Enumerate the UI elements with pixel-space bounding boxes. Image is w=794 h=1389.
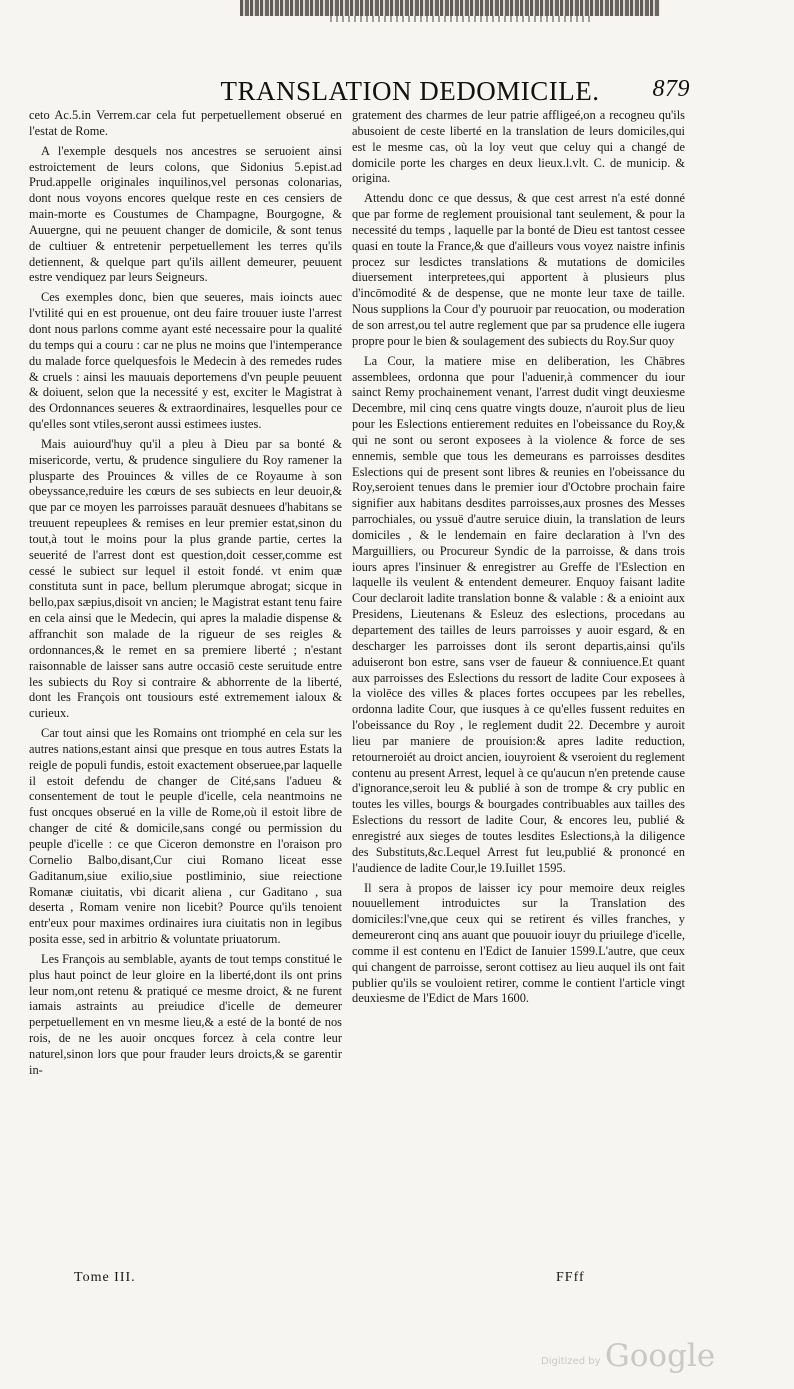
- paragraph: Il sera à propos de laisser icy pour memoire deux reigles nouuellement introduictes sur la Translation des domiciles:l'vne,que ceux qui se retirent és villes franches, y demeureront cinq ans auant que pouuoir iouyr du priuilege d'icelle, comme il est contenu en l'Edict de Ianuier 1599.L'autre, que ceux qui changent de parroisse, seront cottisez au lieu auquel ils ont fait publier qu'ils se vouloient retirer, comme le contient l'article vingt deuxiesme de l'Edict de Mars 1600.: [352, 880, 685, 1006]
- paragraph: Les François au semblable, ayants de tout temps constitué le plus haut poinct de leur gloire en la liberté,dont ils ont prins leur nom,ont retenu & pratiqué ce mesme droict, & ne furent iamais astraints au preiudice d'icelle de demeurer perpetuellement en vn mesme lieu,& a esté de la bonté de nos rois, de ne les auoir oncques forcez à cela contre leur naturel,sinon lors que pour frauder leurs droicts,& se garentir in-: [29, 951, 342, 1077]
- paragraph: ceto Ac.5.in Verrem.car cela fut perpetuellement obserué en l'estat de Rome.: [29, 108, 342, 138]
- running-head: [130, 76, 690, 106]
- quire-mark: FFff: [556, 1270, 585, 1285]
- page-number: 879: [652, 76, 690, 102]
- top-edge-shading-secondary: [330, 16, 590, 22]
- digitization-watermark: [541, 1338, 721, 1378]
- right-column: [352, 108, 685, 1011]
- paragraph: Car tout ainsi que les Romains ont triomphé en cela sur les autres nations,estant ainsi que presque en tous autres Estats la reigle de populi fundis, estoit exactement obseruee,par laquelle il estoit defendu de changer de Cité,sans l'adueu & consentement de tout le peuple d'icelle, cela neantmoins ne fust oncques obserué en la ville de Rome,où il estoit libre de changer de cité & domicile,sans congé ou permission du peuple d'icelle : ce que Ciceron demonstre en l'oraison pro Cornelio Balbo,disant,Cur ciui Romano liceat esse Gaditanum,siue exilio,siue postliminio, siue reiectione Romanæ ciuitatis, vbi dicarit aliena , cur Gaditano , sua deserta , Romam venire non licebit? Pource qu'ils tenoient entr'eux pour maximes ordinaires iura ciuitatis non in legibus posita esse, sed in arbitrio & voluntate priuatorum.: [29, 726, 342, 947]
- top-edge-shading: [240, 0, 660, 16]
- volume-signature: Tome III.: [74, 1270, 136, 1285]
- google-logo: Google: [605, 1338, 716, 1374]
- paragraph: Attendu donc ce que dessus, & que cest arrest n'a esté donné que par forme de reglement prouisional tant seulement, & pour la necessité du temps , laquelle par la bonté de Dieu est tantost cessee quasi en toute la France,& que d'ailleurs vous voyez naistre infinis procez sur lesdictes translations & mutations de domiciles diuersement interpretees,qui apportent à plusieurs plus d'incōmodité & de despense, que ne monte leur taxe de taille. Nous supplions la Cour d'y pouruoir par reuocation, ou moderation de son arrest,ou tel autre reglement que par sa prudence elle iugera propre pour le bien & soulagement des subiects du Roy.Sur quoy: [352, 191, 685, 348]
- paragraph: A l'exemple desquels nos ancestres se seruoient ainsi estroictement de leurs colons, que Sidonius 5.epist.ad Prud.appelle originales inquilinos,vel personas colonarias, dont nous voyons encores quelque reste en ces censiers de main-morte es Coustumes de Champagne, Bourgogne, & Auuergne, qui ne peuuent changer de domicile, & sont tenus de cultiuer & entretenir perpetuellement les terres qu'ils detiennent, & quelque part qu'ils aillent demeurer, peuuent estre vendiquez par leurs Seigneurs.: [29, 143, 342, 285]
- running-title: TRANSLATION DEDOMICILE.: [220, 76, 600, 106]
- paragraph: gratement des charmes de leur patrie affligeé,on a recogneu qu'ils abusoient de ceste liberté en la translation de leurs domiciles,qui est le mesme cas, où la loy veut que celuy qui a changé de domicile porte les charges en deux lieux.l.vlt. C. de municip. & origina.: [352, 108, 685, 186]
- paragraph: La Cour, la matiere mise en deliberation, les Chābres assemblees, ordonna que pour l'aduenir,à commencer du iour sainct Remy prochainement venant, l'arrest dudit vingt deuxiesme Decembre, mil cinq cens quatre vingts douze, n'auroit plus de lieu pour les Eslections entierement reduites en l'obeissance du Roy,& qui ne sont ou seront exposees à la violence & force de ses ennemis, semble que tous les demeurans es parroisses desdites Eslections qui de present sont libres & reunies en l'obeissance du Roy,seroient tenues dans le premier iour d'Octobre prochain faire signifier aux habitans desdites parroisses,aux prosnes des Messes parrochiales, ou yssuë d'autre seruice diuin, la translation de leurs domiciles , & le lendemain en faire declaration à l'vn des Marguilliers, ou Procureur Syndic de la parroisse, & dans trois iours apres l'insinuer & enregistrer au Greffe de l'Eslection en laquelle ils veulent & entendent demeurer. Enquoy faisant ladite Cour declaroit ladite translation bonne & valable : & a enioint aux Presidens, Lieutenans & Esleuz des eslections, procedans au departement des tailles de leurs parroisses y auoir esgard, & en descharger les parroisses dont ils seront departis,ainsi qu'ils aduiseront bon estre, sans vser de faueur & conniuence.Et quant aux parroisses des Eslections du ressort de ladite Cour exposees à la violēce des villes & places fortes occupees par les rebelles, ordonna ladite Cour, que iusques à ce qu'elles fussent reduites en l'obeissance du Roy , le reglement dudit 22. Decembre y auroit lieu par maniere de prouision:& apres ladite reduction, retourneroiét au droict ancien, iouyroient & vseroient du reglement contenu au present Arrest, lequel à ce qu'aucun n'en pretende cause d'ignorance,seroit leu & publié à son de trompe & cry public en toutes les villes, bourgs & bourgades contribuables aux tailles des Eslections du ressort de ladite Cour, & encores leu, publié & enregistré aux sieges de toutes lesdites Eslections,à la diligence des Substituts,&c.Lequel Arrest fut leu,publié & prononcé en l'audience de ladite Cour,le 19.Iuillet 1595.: [352, 353, 685, 875]
- paragraph: Ces exemples donc, bien que seueres, mais ioincts auec l'vtilité qui en est prouenue, ont deu faire trouuer iuste l'arrest dont nous parlons comme ayant esté necessaire pour la qualité du temps qui a couru : car ne plus ne moins que l'intemperance du malade force quelquesfois le Medecin à des remedes rudes & cruels : ainsi les mauuais deportemens d'vn peuple peuuent & doiuent, selon que la necessité y est, exciter le Magistrat à des Ordonnances seueres & extraordinaires, lesquelles pour ce qu'elles sont vtiles,seront aussi estimees iustes.: [29, 290, 342, 432]
- digitized-by-text: Digitized by: [541, 1356, 601, 1367]
- paragraph: Mais auiourd'huy qu'il a pleu à Dieu par sa bonté & misericorde, vertu, & prudence singuliere du Roy ramener la plusparte des Prouinces & villes de ce Royaume à son obeyssance,reduire les cœurs de ses subiects en leur deuoir,& que par ce moyen les parroisses parauāt desnuees d'habitans se treuuent repeuplees & remises en leur premier estat,sinon du tout,à tout le moins pour la plus grande partie, certes la seuerité de l'arrest dont est question,doit cesser,comme est cessé le subiect sur lequel il estoit fondé. vt enim quæ constituta sunt in pace, bellum plerumque abrogat; sicque in bello,pax sæpius,disoit vn ancien; le Magistrat estant tenu faire en cela ainsi que le Medecin, qui apres la maladie dispense & affranchit son malade de la rigueur de ses reigles & ordonnances,& le remet en sa premiere liberté ; n'estant raisonnable de laisser sans autre occasiō ceste seruitude entre les subiects du Roy si contraire & abhorrente de la liberté, dont les François ont tousiours esté extremement ialoux & curieux.: [29, 436, 342, 721]
- left-column: [29, 108, 342, 1083]
